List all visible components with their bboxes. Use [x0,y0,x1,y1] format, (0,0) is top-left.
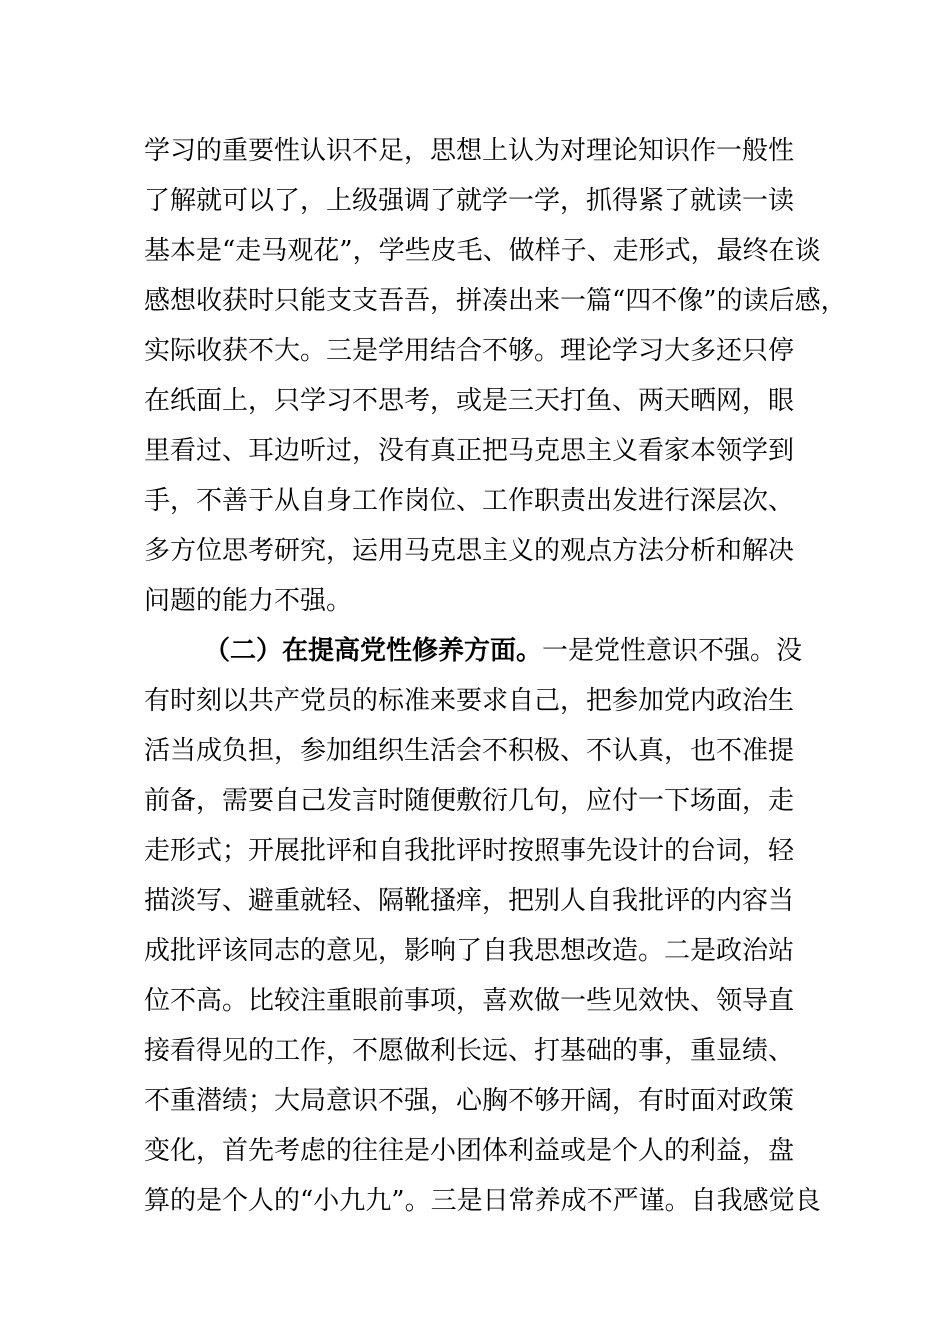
text-line: 算的是个人的“小九九”。三是日常养成不严谨。自我感觉良 [144,1186,821,1216]
text-line: 位不高。比较注重眼前事项，喜欢做一些见效快、领导直 [144,986,795,1016]
text-line: 描淡写、避重就轻、隔靴搔痒，把别人自我批评的内容当 [144,886,795,916]
text-line: 活当成负担，参加组织生活会不积极、不认真，也不准提 [144,736,795,766]
text-line: 成批评该同志的意见，影响了自我思想改造。二是政治站 [144,936,795,966]
section-heading: （二）在提高党性修养方面。 [204,636,543,666]
section-heading-line [144,626,844,676]
text-line: 多方位思考研究，运用马克思主义的观点方法分析和解决 [144,536,795,566]
document-body [144,126,847,1226]
text-line: 有时刻以共产党员的标准来要求自己，把参加党内政治生 [144,686,795,716]
text-line: 学习的重要性认识不足，思想上认为对理论知识作一般性 [144,136,795,166]
text-line: 实际收获不大。三是学用结合不够。理论学习大多还只停 [144,336,795,366]
text-line: 基本是“走马观花”，学些皮毛、做样子、走形式，最终在谈 [144,236,821,266]
text-line: 问题的能力不强。 [144,586,353,616]
text-line: 走形式；开展批评和自我批评时按照事先设计的台词，轻 [144,836,795,866]
text-line: 接看得见的工作，不愿做利长远、打基础的事，重显绩、 [144,1036,795,1066]
text-line: 手，不善于从自身工作岗位、工作职责出发进行深层次、 [144,486,795,516]
section-first-text: 一是党性意识不强。没 [542,636,803,666]
text-line: 前备，需要自己发言时随便敷衍几句，应付一下场面，走 [144,786,795,816]
text-line: 感想收获时只能支支吾吾，拼凑出来一篇“四不像”的读后感， [144,286,847,316]
text-line: 在纸面上，只学习不思考，或是三天打鱼、两天晒网，眼 [144,386,795,416]
text-line: 变化，首先考虑的往往是小团体利益或是个人的利益，盘 [144,1136,795,1166]
text-line: 里看过、耳边听过，没有真正把马克思主义看家本领学到 [144,436,795,466]
text-line: 不重潜绩；大局意识不强，心胸不够开阔，有时面对政策 [144,1086,795,1116]
text-line: 了解就可以了，上级强调了就学一学，抓得紧了就读一读 [144,186,795,216]
